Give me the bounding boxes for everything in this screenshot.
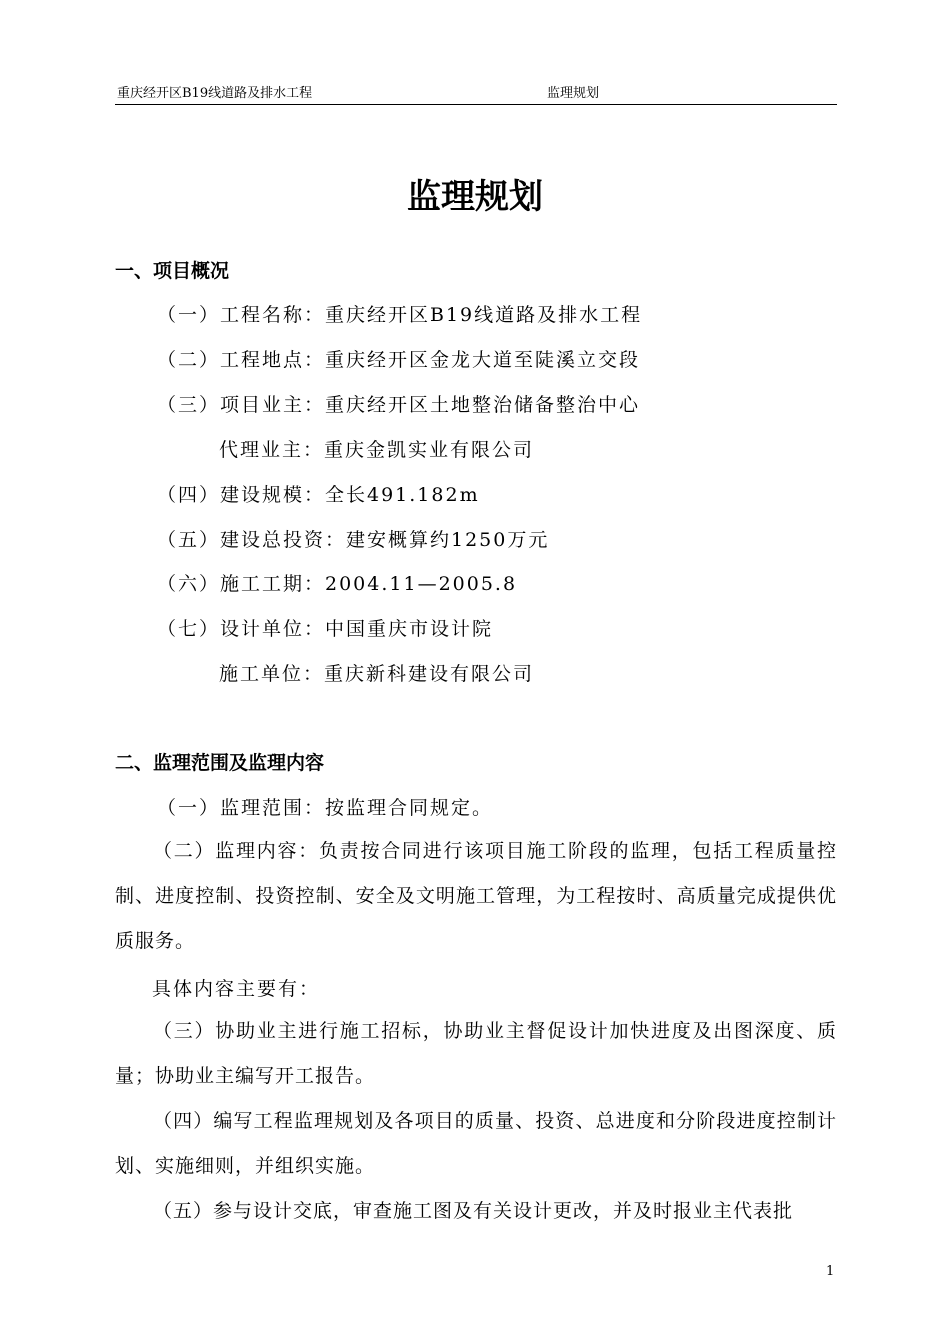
overview-item-investment: （五）建设总投资：建安概算约1250万元	[157, 529, 550, 551]
header-doc-title: 监理规划	[547, 86, 600, 101]
scope-paragraph-4: （四）编写工程监理规划及各项目的质量、投资、总进度和分阶段进度控制计划、实施细则，并组织实施。	[115, 1110, 837, 1177]
scope-item-range: （一）监理范围：按监理合同规定。	[157, 797, 494, 819]
overview-item-project-name: （一）工程名称：重庆经开区B19线道路及排水工程	[157, 304, 643, 326]
scope-paragraph-content: （二）监理内容：负责按合同进行该项目施工阶段的监理，包括工程质量控制、进度控制、投资控制、安全及文明施工管理，为工程按时、高质量完成提供优质服务。	[115, 840, 837, 952]
header-project-name: 重庆经开区B19线道路及排水工程	[117, 86, 313, 101]
overview-item-owner: （三）项目业主：重庆经开区土地整治储备整治中心	[157, 394, 641, 416]
section-heading-overview: 一、项目概况	[115, 260, 230, 282]
overview-item-contractor: 施工单位：重庆新科建设有限公司	[219, 663, 535, 685]
scope-intro: 具体内容主要有：	[152, 978, 321, 1000]
overview-item-schedule: （六）施工工期：2004.11—2005.8	[157, 573, 518, 595]
overview-item-agent-owner: 代理业主：重庆金凯实业有限公司	[219, 439, 535, 461]
scope-paragraph-3: （三）协助业主进行施工招标，协助业主督促设计加快进度及出图深度、质量；协助业主编写开工报告。	[115, 1020, 837, 1087]
scope-paragraph-5: （五）参与设计交底，审查施工图及有关设计更改，并及时报业主代表批	[153, 1200, 794, 1222]
document-title: 监理规划	[407, 177, 543, 217]
overview-item-scale: （四）建设规模：全长491.182m	[157, 484, 480, 506]
section-heading-scope: 二、监理范围及监理内容	[115, 752, 325, 774]
overview-item-location: （二）工程地点：重庆经开区金龙大道至陡溪立交段	[157, 349, 641, 371]
page-header	[115, 84, 837, 105]
overview-item-designer: （七）设计单位：中国重庆市设计院	[157, 618, 494, 640]
page-number: 1	[826, 1264, 835, 1279]
